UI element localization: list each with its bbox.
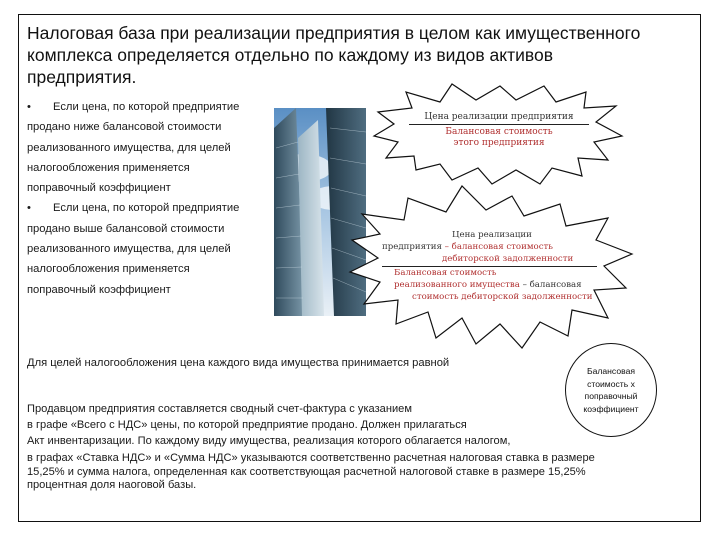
callout-line: Балансовая — [586, 366, 636, 376]
bullet-text: продано выше балансовой стоимости — [27, 222, 225, 235]
bullet-text: реализованного имущества, для целей — [27, 141, 231, 154]
formula-denominator: стоимость дебиторской задолженности — [412, 291, 593, 302]
formula-text: – балансовая стоимость — [444, 241, 553, 252]
bullet-text: реализованного имущества, для целей — [27, 243, 231, 256]
formula-text: реализованного имущества — [394, 280, 520, 291]
formula-numerator: Цена реализации предприятия — [409, 112, 589, 125]
bullet-text: поправочный коэффициент — [27, 283, 171, 296]
formula-denominator — [382, 280, 612, 292]
formula-numerator: Цена реализации — [452, 230, 532, 240]
bullet-text: налогообложения применяется — [27, 161, 190, 174]
callout-line: коэффициент — [583, 404, 639, 415]
title-line: Налоговая база при реализации предприятия в целом как имущественного — [27, 23, 641, 43]
formula-text: предприятия — [382, 241, 445, 252]
paragraph-line: 15,25% и сумма налога, определенная как соответствующая расчетной налоговой ставке в размере 15,25% — [27, 465, 586, 478]
equal-value-text: Для целей налогообложения цена каждого вида имущества принимается равной — [27, 357, 450, 369]
formula-ratio-2 — [382, 230, 612, 304]
title-line: предприятия. — [27, 67, 137, 87]
bullet-icon: • — [27, 101, 31, 113]
title-line: комплекса определяется отдельно по каждому из видов активов — [27, 45, 554, 65]
bullet-text: Если цена, по которой предприятие — [53, 101, 240, 113]
bullet-text: продано ниже балансовой стоимости — [27, 121, 222, 134]
bullet-text: поправочный коэффициент — [27, 182, 171, 195]
bullet-text: Если цена, по которой предприятие — [53, 202, 240, 215]
bullet-icon: • — [27, 202, 31, 215]
fraction-rule — [382, 266, 597, 267]
paragraph-line: в графе «Всего с НДС» цены, по которой предприятие продано. Должен прилагаться — [27, 419, 467, 432]
formula-text: – балансовая — [519, 280, 582, 291]
callout-line: поправочный — [584, 391, 638, 402]
formula-denominator: этого предприятия — [453, 138, 545, 148]
formula-numerator: дебиторской задолженности — [442, 253, 574, 264]
paragraph-line: Акт инвентаризации. По каждому виду имущества, реализация которого облагается налогом, — [27, 435, 511, 448]
formula-denominator: Балансовая стоимость — [445, 127, 553, 137]
invoice-paragraph — [27, 401, 699, 492]
formula-denominator: Балансовая стоимость — [394, 268, 497, 279]
paragraph-line: Продавцом предприятия составляется сводный счет-фактура с указанием — [27, 403, 412, 415]
bullet-text: налогообложения применяется — [27, 263, 190, 276]
formula-numerator — [382, 242, 612, 254]
callout-line: стоимость х — [587, 378, 635, 389]
paragraph-line: процентная доля наоговой базы. — [27, 479, 197, 492]
paragraph-line: в графах «Ставка НДС» и «Сумма НДС» указываются соответственно расчетная налоговая ставка в размере — [27, 451, 595, 464]
formula-ratio-1 — [409, 112, 589, 149]
